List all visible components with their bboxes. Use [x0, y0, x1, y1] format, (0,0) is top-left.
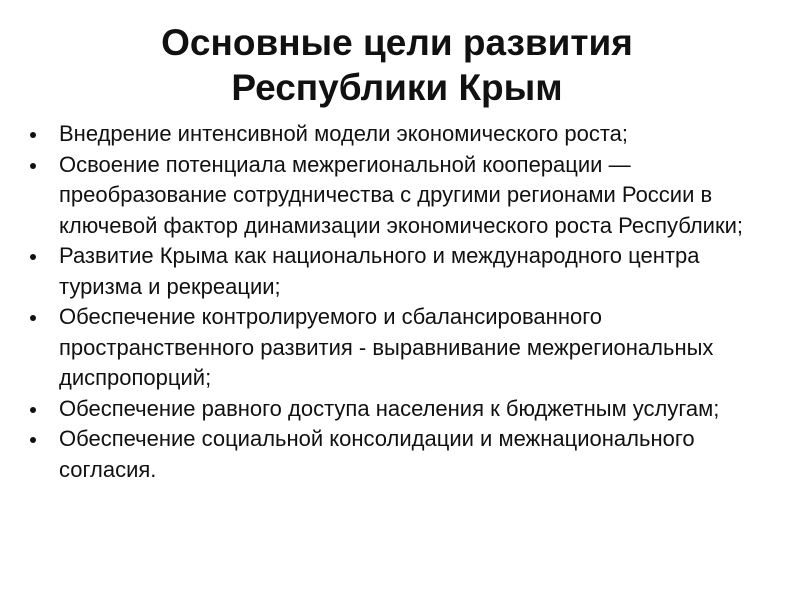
- list-item: [30, 241, 775, 302]
- bullet-dot-icon: [30, 315, 36, 321]
- list-item-text: Развитие Крыма как национального и международного центра туризма и рекреации;: [59, 243, 700, 299]
- bullet-dot-icon: [30, 407, 36, 413]
- list-item: [30, 150, 775, 242]
- list-item-text: Внедрение интенсивной модели экономического роста;: [59, 121, 629, 146]
- title-line-1: Основные цели развития: [161, 22, 633, 63]
- list-item-text: Освоение потенциала межрегиональной кооперации — преобразование сотрудничества с другими регионами России в ключевой фактор динамизации экономического роста Республики;: [59, 151, 743, 238]
- list-item: [30, 119, 775, 150]
- list-item: [30, 394, 775, 425]
- bullet-dot-icon: [30, 254, 36, 260]
- list-item: [30, 424, 775, 485]
- list-item-text: Обеспечение равного доступа населения к бюджетным услугам;: [59, 395, 720, 421]
- list-item-text: Обеспечение контролируемого и сбалансированного пространственного развития - выравнивание межрегиональных диспропорций;: [59, 304, 714, 390]
- list-item-text: Обеспечение социальной консолидации и межнационального согласия.: [59, 426, 695, 482]
- slide-title: [0, 20, 794, 110]
- list-item: [30, 302, 775, 394]
- bullet-dot-icon: [30, 163, 36, 169]
- title-line-2: Республики Крым: [231, 67, 563, 108]
- goals-list: [30, 119, 775, 485]
- bullet-dot-icon: [30, 132, 36, 138]
- bullet-dot-icon: [30, 437, 36, 443]
